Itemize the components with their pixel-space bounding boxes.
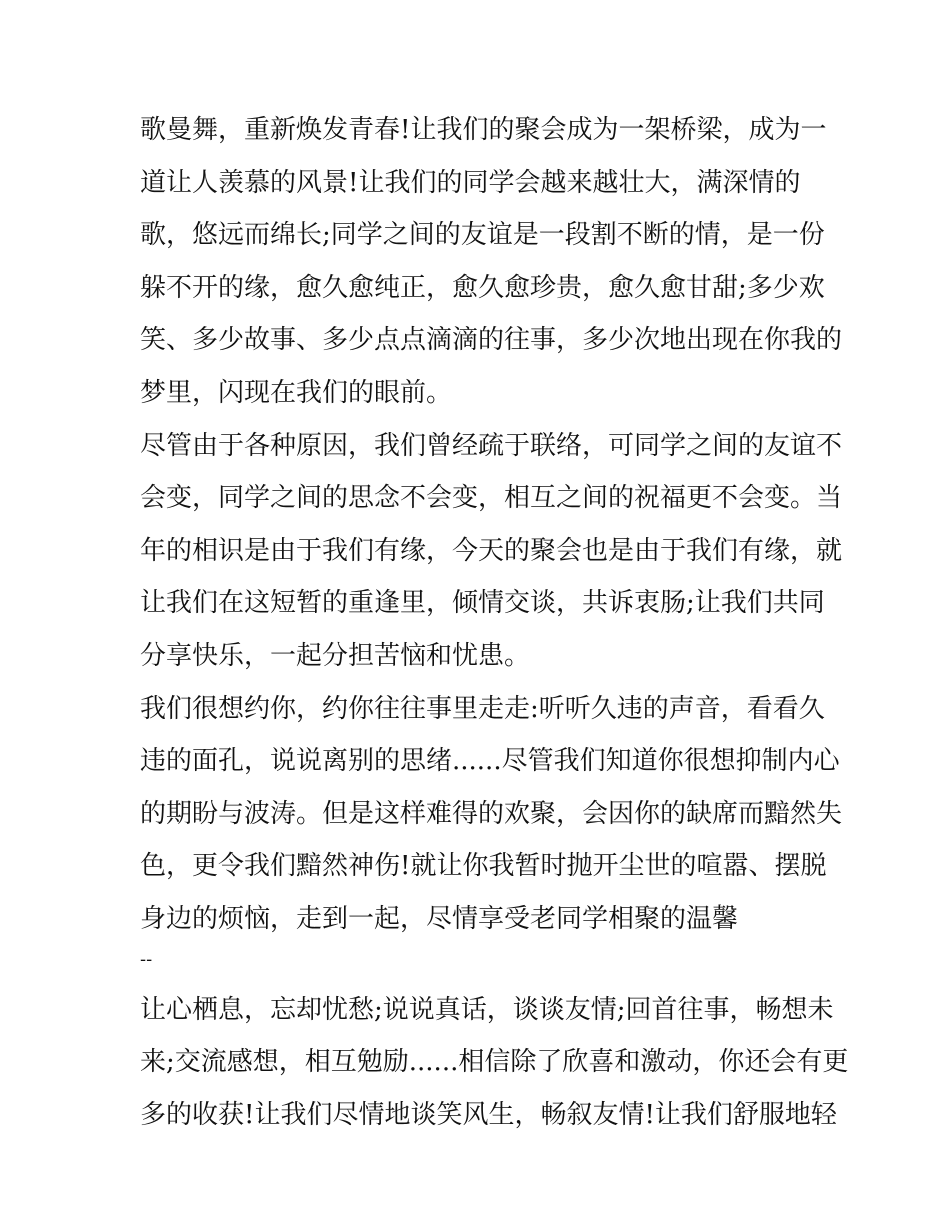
text-line: 让我们在这短暂的重逢里，倾情交谈，共诉衷肠;让我们共同 xyxy=(140,588,825,619)
text-line: 歌曼舞，重新焕发青春!让我们的聚会成为一架桥梁，成为一 xyxy=(140,115,827,145)
text-line: 我们很想约你，约你往往事里走走:听听久违的声音，看看久 xyxy=(140,693,825,724)
text-line: 年的相识是由于我们有缘，今天的聚会也是由于我们有缘，就 xyxy=(140,535,843,566)
text-line: 违的面孔，说说离别的思绪......尽管我们知道你很想抑制内心 xyxy=(140,746,840,777)
text-line: 色，更令我们黯然神伤!就让你我暂时抛开尘世的喧嚣、摆脱 xyxy=(140,851,827,882)
text-line: 会变，同学之间的思念不会变，相互之间的祝福更不会变。当 xyxy=(140,483,843,514)
text-line: 尽管由于各种原因，我们曾经疏于联络，可同学之间的友谊不 xyxy=(140,430,843,461)
text-line: 道让人羡慕的风景!让我们的同学会越来越壮大，满深情的 xyxy=(140,167,801,198)
text-line: 分享快乐，一起分担苦恼和忧患。 xyxy=(140,640,531,671)
document-body xyxy=(140,104,849,1141)
text-line: 躲不开的缘，愈久愈纯正，愈久愈珍贵，愈久愈甘甜;多少欢 xyxy=(140,272,825,303)
text-line: 笑、多少故事、多少点点滴滴的往事，多少次地出现在你我的 xyxy=(140,325,843,356)
text-line: 歌，悠远而绵长;同学之间的友谊是一段割不断的情，是一份 xyxy=(140,220,825,251)
text-line: 来;交流感想，相互勉励......相信除了欣喜和激动，你还会有更 xyxy=(140,1047,849,1078)
text-line: 梦里，闪现在我们的眼前。 xyxy=(140,377,453,408)
text-line: 让心栖息，忘却忧愁;说说真话，谈谈友情;回首往事，畅想未 xyxy=(140,994,834,1025)
text-line: 的期盼与波涛。但是这样难得的欢聚，会因你的缺席而黯然失 xyxy=(140,798,843,829)
text-line: 身边的烦恼，走到一起，尽情享受老同学相聚的温馨 xyxy=(140,903,739,934)
text-line: 多的收获!让我们尽情地谈笑风生，畅叙友情!让我们舒服地轻 xyxy=(140,1099,837,1130)
separator-text: -- xyxy=(140,948,153,970)
